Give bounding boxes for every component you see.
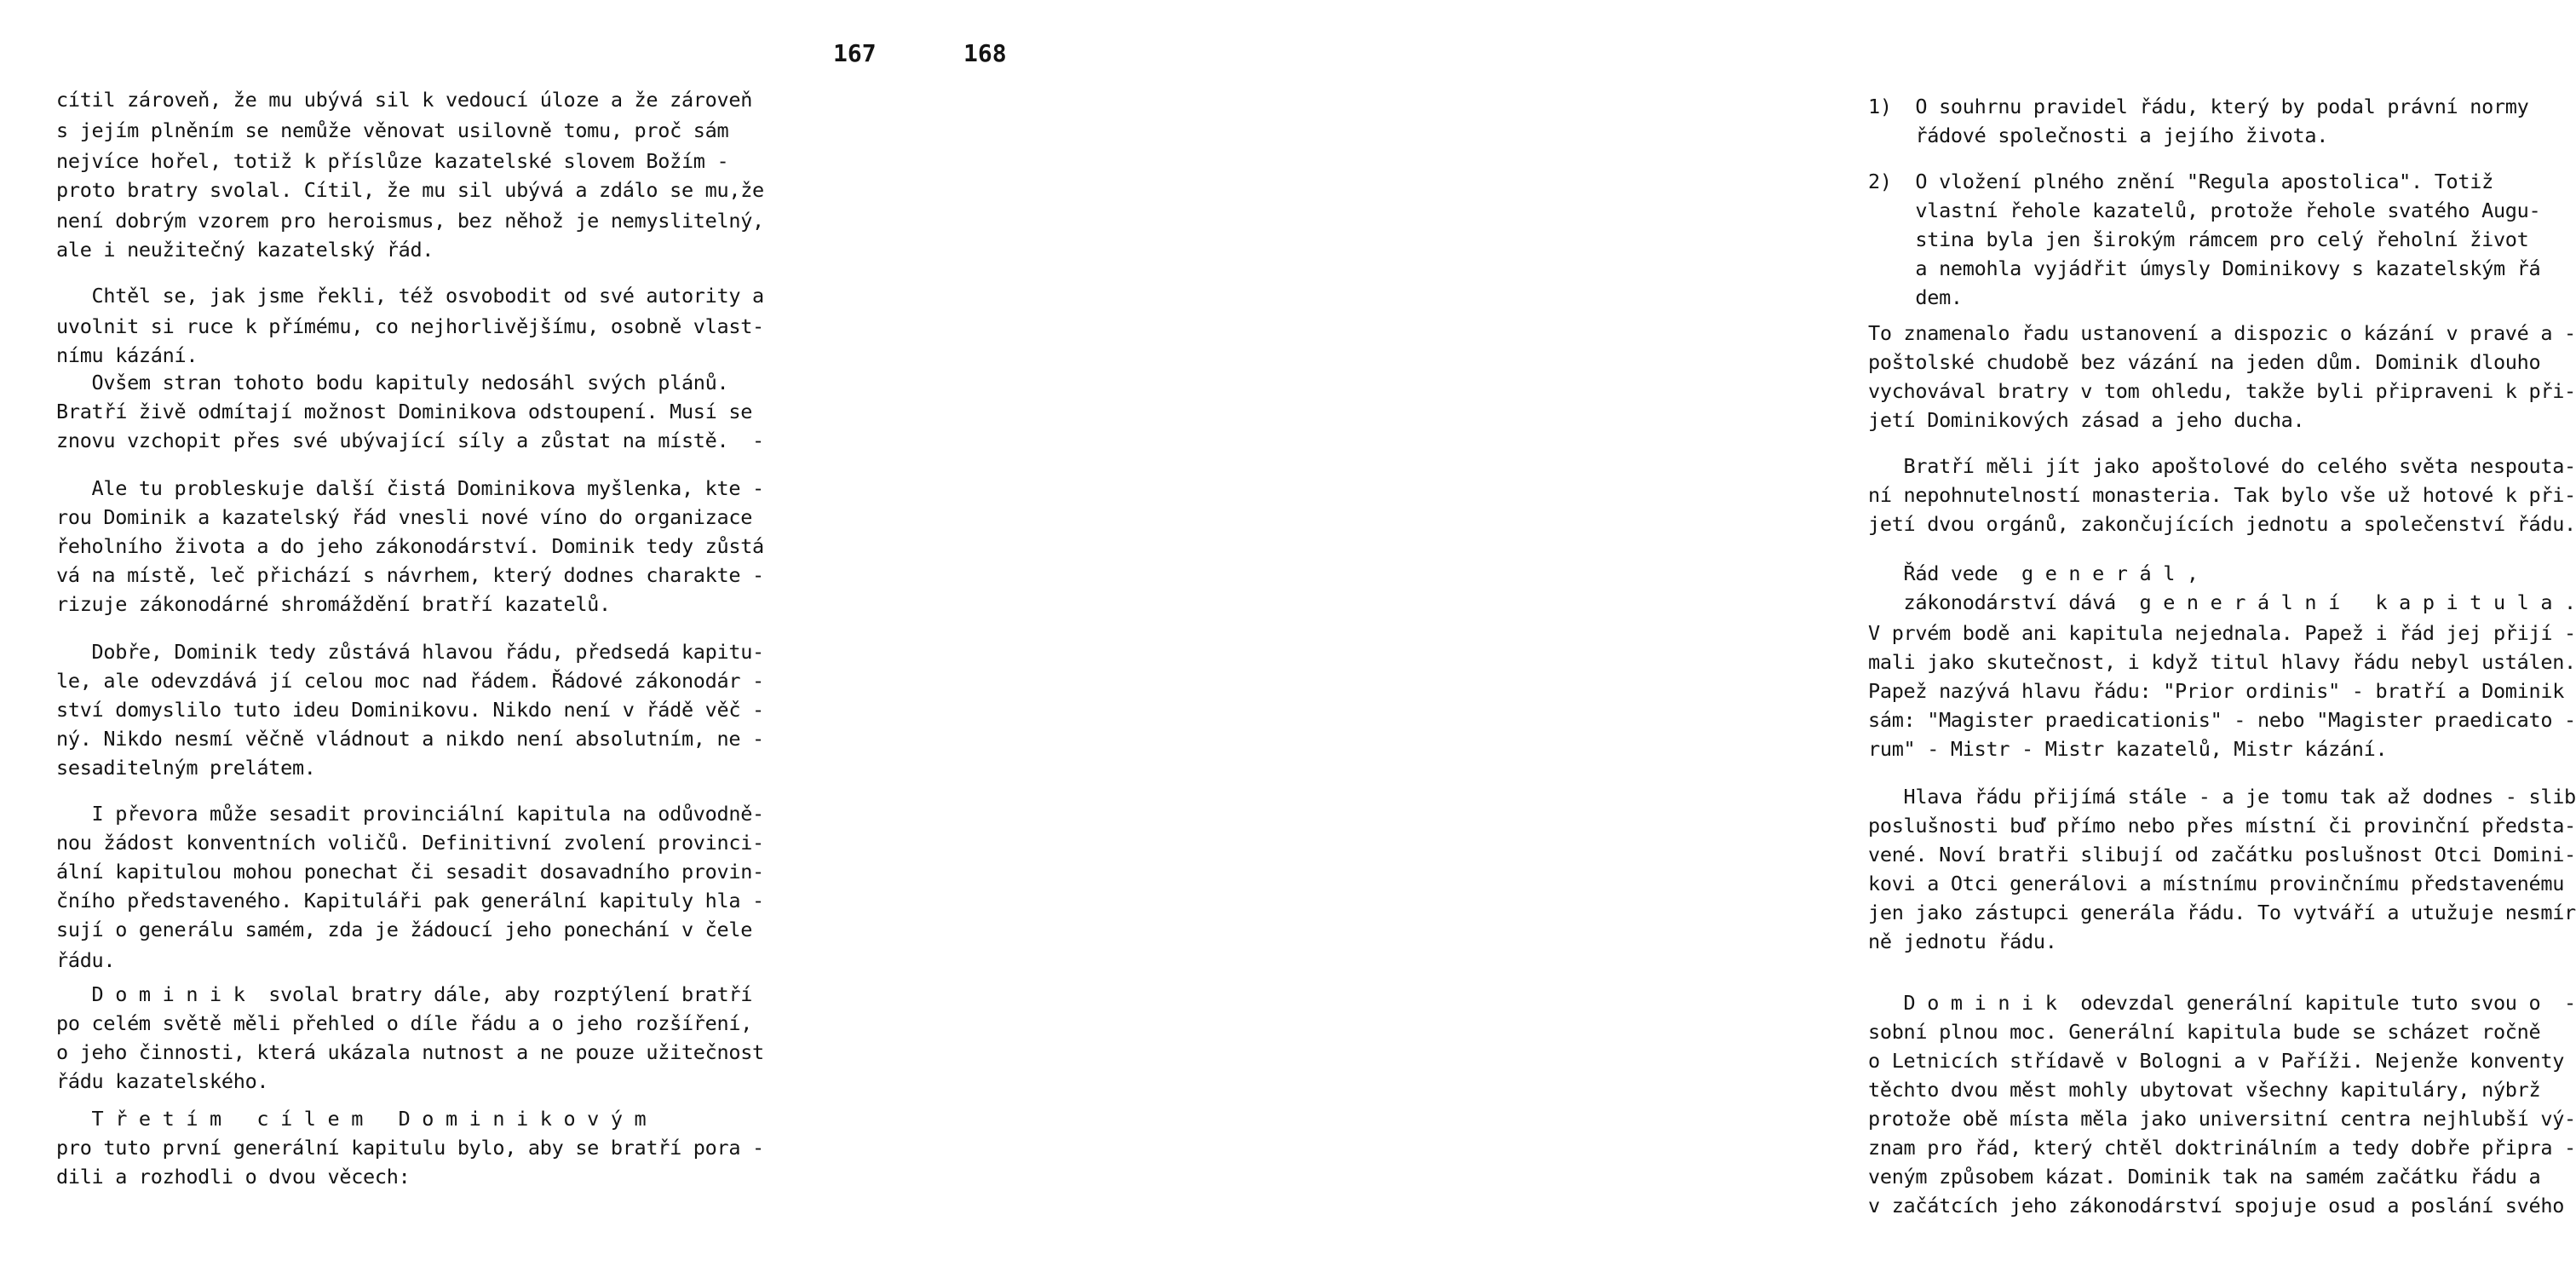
left-page-text-line: cítil zároveň, že mu ubývá sil k vedoucí úloze a že zároveň xyxy=(56,88,753,112)
left-page-text-line: o jeho činnosti, která ukázala nutnost a ne pouze užitečnost xyxy=(56,1040,764,1064)
left-page-text-line: I převora může sesadit provinciální kapitula na odůvodně- xyxy=(56,802,764,826)
left-page-text-line: sují o generálu samém, zda je žádoucí jeho ponechání v čele xyxy=(56,918,753,941)
left-page xyxy=(0,0,907,1278)
page-number-left: 167 xyxy=(833,39,877,67)
left-page-text-line: Chtěl se, jak jsme řekli, též osvobodit od své autority a xyxy=(56,284,764,308)
left-page-text-line: řeholního života a do jeho zákonodárství. Dominik tedy zůstá xyxy=(56,534,764,558)
right-page-text-line: Řád vede g e n e r á l , xyxy=(1868,561,2199,585)
right-page-text-line: dem. xyxy=(1868,285,1963,309)
right-page-text-line: znam pro řád, který chtěl doktrinálním a tedy dobře připra - xyxy=(1868,1136,2576,1160)
right-page-text-line: jetí dvou orgánů, zakončujících jednotu a společenství řádu. xyxy=(1868,512,2576,536)
left-page-text-line: sesaditelným prelátem. xyxy=(56,756,316,780)
right-page-text-line: o Letnicích střídavě v Bologni a v Paříži. Nejenže konventy xyxy=(1868,1049,2565,1073)
right-page-text-line: vychovával bratry v tom ohledu, takže byli připraveni k při- xyxy=(1868,379,2576,403)
left-page-text-line: T ř e t í m c í l e m D o m i n i k o v ý m xyxy=(56,1107,647,1131)
left-page-text-line: vá na místě, leč přichází s návrhem, který dodnes charakte - xyxy=(56,563,764,587)
right-page-text-line: řádové společnosti a jejího života. xyxy=(1868,124,2329,147)
right-page-text-line: sám: "Magister praedicationis" - nebo "Magister praedicato - xyxy=(1868,708,2576,732)
left-page-text-line: čního představeného. Kapituláři pak generální kapituly hla - xyxy=(56,889,764,912)
right-page-text-line: veným způsobem kázat. Dominik tak na samém začátku řádu a xyxy=(1868,1165,2541,1189)
right-page-text-line: jetí Dominikových zásad a jeho ducha. xyxy=(1868,408,2305,432)
left-page-text-line: ný. Nikdo nesmí věčně vládnout a nikdo není absolutním, ne - xyxy=(56,727,764,751)
right-page-text-line: kovi a Otci generálovi a místnímu provinčnímu představenému xyxy=(1868,872,2565,895)
right-page-text-line: vlastní řehole kazatelů, protože řehole svatého Augu- xyxy=(1868,199,2541,222)
left-page-text-line: nejvíce hořel, totiž k příslůze kazatelské slovem Božím - xyxy=(56,149,729,173)
left-page-text-line: nou žádost konventních voličů. Definitivní zvolení provinci- xyxy=(56,831,764,855)
left-page-text-line: ale i neužitečný kazatelský řád. xyxy=(56,238,434,262)
right-page-text-line: To znamenalo řadu ustanovení a dispozic o kázání v pravé a - xyxy=(1868,321,2576,345)
left-page-text-line: Ovšem stran tohoto bodu kapituly nedosáhl svých plánů. xyxy=(56,371,729,394)
right-page-text-line: zákonodárství dává g e n e r á l n í k a p i t u l a . xyxy=(1868,590,2576,614)
right-page xyxy=(907,0,2576,1278)
right-page-text-line: V prvém bodě ani kapitula nejednala. Papež i řád jej přijí - xyxy=(1868,621,2576,645)
left-page-text-line: po celém světě měli přehled o díle řádu a o jeho rozšíření, xyxy=(56,1011,753,1035)
right-page-text-line: jen jako zástupci generála řádu. To vytváří a utužuje nesmír xyxy=(1868,901,2576,924)
right-page-text-line: Papež nazývá hlavu řádu: "Prior ordinis" - bratří a Dominik xyxy=(1868,679,2565,703)
page-number-right: 168 xyxy=(963,39,1007,67)
left-page-text-line: proto bratry svolal. Cítil, že mu sil ubývá a zdálo se mu,že xyxy=(56,178,764,202)
left-page-text-line: řádu. xyxy=(56,948,116,972)
right-page-text-line: poštolské chudobě bez vázání na jeden dům. Dominik dlouho xyxy=(1868,350,2541,374)
right-page-text-line: ně jednotu řádu. xyxy=(1868,930,2057,953)
right-page-text-line: D o m i n i k odevzdal generální kapitule tuto svou o - xyxy=(1868,991,2576,1015)
right-page-text-line: sobní plnou moc. Generální kapitula bude se scházet ročně xyxy=(1868,1020,2541,1044)
left-page-text-line: le, ale odevzdává jí celou moc nad řádem. Řádové zákonodár - xyxy=(56,669,764,693)
left-page-text-line: rou Dominik a kazatelský řád vnesli nové víno do organizace xyxy=(56,505,753,529)
left-page-text-line: rizuje zákonodárné shromáždění bratří kazatelů. xyxy=(56,592,611,616)
right-page-text-line: stina byla jen širokým rámcem pro celý řeholní život xyxy=(1868,227,2529,251)
right-page-text-line: v začátcích jeho zákonodárství spojuje osud a poslání svého xyxy=(1868,1194,2565,1218)
left-page-text-line: pro tuto první generální kapitulu bylo, aby se bratří pora - xyxy=(56,1136,764,1160)
left-page-text-line: znovu vzchopit přes své ubývající síly a zůstat na místě. - xyxy=(56,429,764,452)
right-page-text-line: rum" - Mistr - Mistr kazatelů, Mistr kázání. xyxy=(1868,737,2388,761)
right-page-text-line: Bratří měli jít jako apoštolové do celého světa nespouta- xyxy=(1868,454,2576,478)
right-page-text-line: těchto dvou měst mohly ubytovat všechny kapituláry, nýbrž xyxy=(1868,1078,2541,1102)
left-page-text-line: dili a rozhodli o dvou věcech: xyxy=(56,1165,411,1189)
left-page-text-line: ství domyslilo tuto ideu Dominikovu. Nikdo není v řádě věč - xyxy=(56,698,764,722)
right-page-text-line: vené. Noví bratři slibují od začátku poslušnost Otci Domini- xyxy=(1868,843,2576,866)
right-page-text-line: Hlava řádu přijímá stále - a je tomu tak až dodnes - slib xyxy=(1868,785,2576,809)
left-page-text-line: Ale tu probleskuje další čistá Dominikova myšlenka, kte - xyxy=(56,476,764,500)
left-page-text-line: Bratří živě odmítají možnost Dominikova odstoupení. Musí se xyxy=(56,400,753,423)
right-page-text-line: ní nepohnutelností monasteria. Tak bylo vše už hotové k při- xyxy=(1868,483,2576,507)
left-page-text-line: řádu kazatelského. xyxy=(56,1069,269,1093)
left-page-text-line: nímu kázání. xyxy=(56,343,198,367)
left-page-text-line: ální kapitulou mohou ponechat či sesadit dosavadního provin- xyxy=(56,860,764,884)
left-page-text-line: s jejím plněním se nemůže věnovat usilovně tomu, proč sám xyxy=(56,118,729,142)
right-page-text-line: mali jako skutečnost, i když titul hlavy řádu nebyl ustálen. xyxy=(1868,650,2576,674)
right-page-text-line: 2) O vložení plného znění "Regula apostolica". Totiž xyxy=(1868,170,2493,193)
left-page-text-line: uvolnit si ruce k přímému, co nejhorlivějšímu, osobně vlast- xyxy=(56,314,764,338)
left-page-text-line: D o m i n i k svolal bratry dále, aby rozptýlení bratří xyxy=(56,982,753,1006)
left-page-text-line: Dobře, Dominik tedy zůstává hlavou řádu, předsedá kapitu- xyxy=(56,640,764,664)
left-page-text-line: není dobrým vzorem pro heroismus, bez něhož je nemyslitelný, xyxy=(56,209,764,233)
right-page-text-line: 1) O souhrnu pravidel řádu, který by podal právní normy xyxy=(1868,95,2529,118)
right-page-text-line: poslušnosti buď přímo nebo přes místní či provinční předsta- xyxy=(1868,814,2576,838)
right-page-text-line: protože obě místa měla jako universitní centra nejhlubší vý- xyxy=(1868,1107,2576,1131)
right-page-text-line: a nemohla vyjádřit úmysly Dominikovy s kazatelským řá xyxy=(1868,256,2541,280)
